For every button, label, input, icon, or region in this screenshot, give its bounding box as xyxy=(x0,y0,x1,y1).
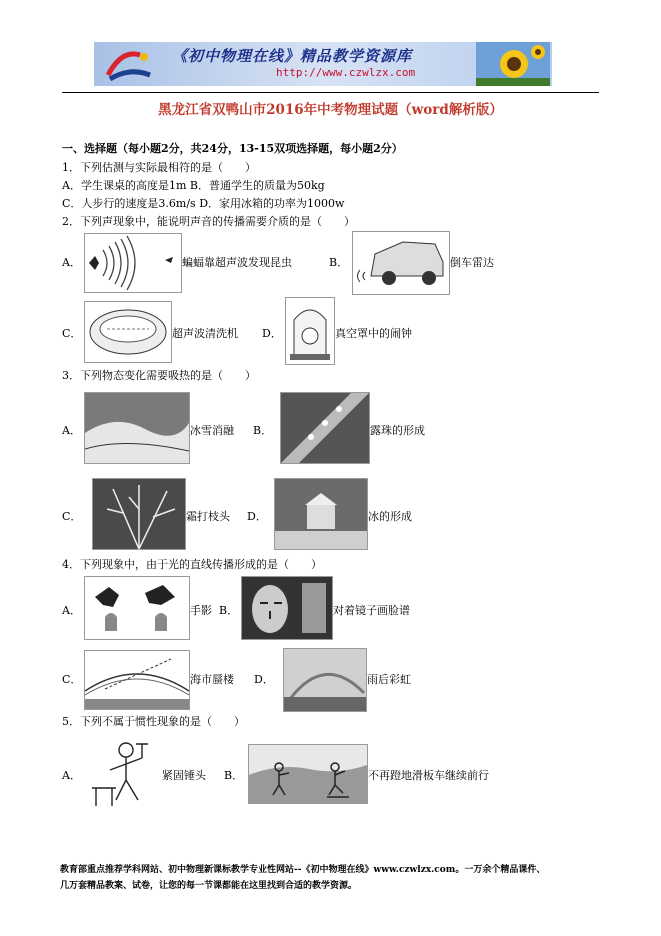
header-banner xyxy=(94,42,552,86)
q3-stem: 3．下列物态变化需要吸热的是（ ） xyxy=(62,369,256,382)
footer-line-2: 几万套精品教案、试卷，让您的每一节课都能在这里找到合适的教学资源。 xyxy=(60,881,358,891)
q3-d-ice-image xyxy=(274,478,368,550)
q2-a-bat-image xyxy=(84,233,182,293)
q3-a-melting-snow-image xyxy=(84,392,190,464)
q4-b-text: 对着镜子画脸谱 xyxy=(333,604,410,617)
doc-title: 黑龙江省双鸭山市2016年中考物理试题（word解析版） xyxy=(158,102,503,118)
q2-c-text: 超声波清洗机 xyxy=(172,327,238,340)
q2-b-text: 倒车雷达 xyxy=(450,256,494,269)
q4-stem: 4．下列现象中，由于光的直线传播形成的是（ ） xyxy=(62,558,322,571)
q1-options-cd: C．人步行的速度是3.6m/s D．家用冰箱的功率为1000w xyxy=(62,197,345,210)
q3-c-label: C． xyxy=(62,510,82,523)
q3-b-label: B． xyxy=(253,424,273,437)
site-logo-icon xyxy=(100,45,160,83)
q4-d-label: D． xyxy=(254,673,274,686)
q2-c-label: C． xyxy=(62,327,82,340)
q4-c-label: C． xyxy=(62,673,82,686)
page-footer xyxy=(60,862,545,894)
q4-a-text: 手影 xyxy=(190,604,212,617)
footer-line-1: 教育部重点推荐学科网站、初中物理新课标教学专业性网站--《初中物理在线》www.czwlzx.com。一万余个精品课件、 xyxy=(60,865,546,875)
q1-stem: 1．下列估测与实际最相符的是（ ） xyxy=(62,161,256,174)
q4-b-mirror-face-image xyxy=(241,576,333,640)
q5-b-scooter-image xyxy=(248,744,368,804)
q5-a-label: A． xyxy=(62,769,81,782)
q3-a-label: A． xyxy=(62,424,81,437)
q4-c-mirage-image xyxy=(84,650,190,710)
sunflower-icon xyxy=(476,42,550,86)
q2-d-bell-jar-image xyxy=(285,297,335,365)
banner-url: http://www.czwlzx.com xyxy=(276,66,416,79)
section-heading: 一、选择题（每小题2分，共24分，13-15双项选择题，每小题2分） xyxy=(62,142,403,155)
q5-stem: 5．下列不属于惯性现象的是（ ） xyxy=(62,715,245,728)
q4-c-text: 海市蜃楼 xyxy=(190,673,234,686)
q3-c-frost-image xyxy=(92,478,186,550)
q3-d-text: 冰的形成 xyxy=(368,510,412,523)
q2-a-text: 蝙蝠靠超声波发现昆虫 xyxy=(182,256,292,269)
q4-b-label: B． xyxy=(219,604,239,617)
q4-a-label: A． xyxy=(62,604,81,617)
q3-b-text: 露珠的形成 xyxy=(370,424,425,437)
q5-a-text: 紧固锤头 xyxy=(162,769,206,782)
q3-b-dew-image xyxy=(280,392,370,464)
q5-a-hammer-image xyxy=(86,736,160,810)
q4-a-hand-shadow-image xyxy=(84,576,190,640)
q5-b-label: B． xyxy=(224,769,244,782)
q2-d-label: D． xyxy=(262,327,282,340)
q2-d-text: 真空罩中的闹钟 xyxy=(335,327,412,340)
q3-a-text: 冰雪消融 xyxy=(190,424,234,437)
q2-c-cleaner-image xyxy=(84,301,172,363)
q2-stem: 2．下列声现象中，能说明声音的传播需要介质的是（ ） xyxy=(62,215,355,228)
q4-d-rainbow-image xyxy=(283,648,367,712)
q5-b-text: 不再蹬地滑板车继续前行 xyxy=(368,769,489,782)
q2-b-label: B． xyxy=(329,256,349,269)
q4-d-text: 雨后彩虹 xyxy=(367,673,411,686)
header-rule xyxy=(62,92,599,93)
q1-options-ab: A．学生课桌的高度是1m B．普通学生的质量为50kg xyxy=(62,179,325,192)
q3-d-label: D． xyxy=(247,510,267,523)
q2-b-car-image xyxy=(352,231,450,295)
q3-c-text: 霜打枝头 xyxy=(186,510,230,523)
q2-a-label: A． xyxy=(62,256,81,269)
banner-slogan: 《初中物理在线》精品教学资源库 xyxy=(172,47,413,65)
